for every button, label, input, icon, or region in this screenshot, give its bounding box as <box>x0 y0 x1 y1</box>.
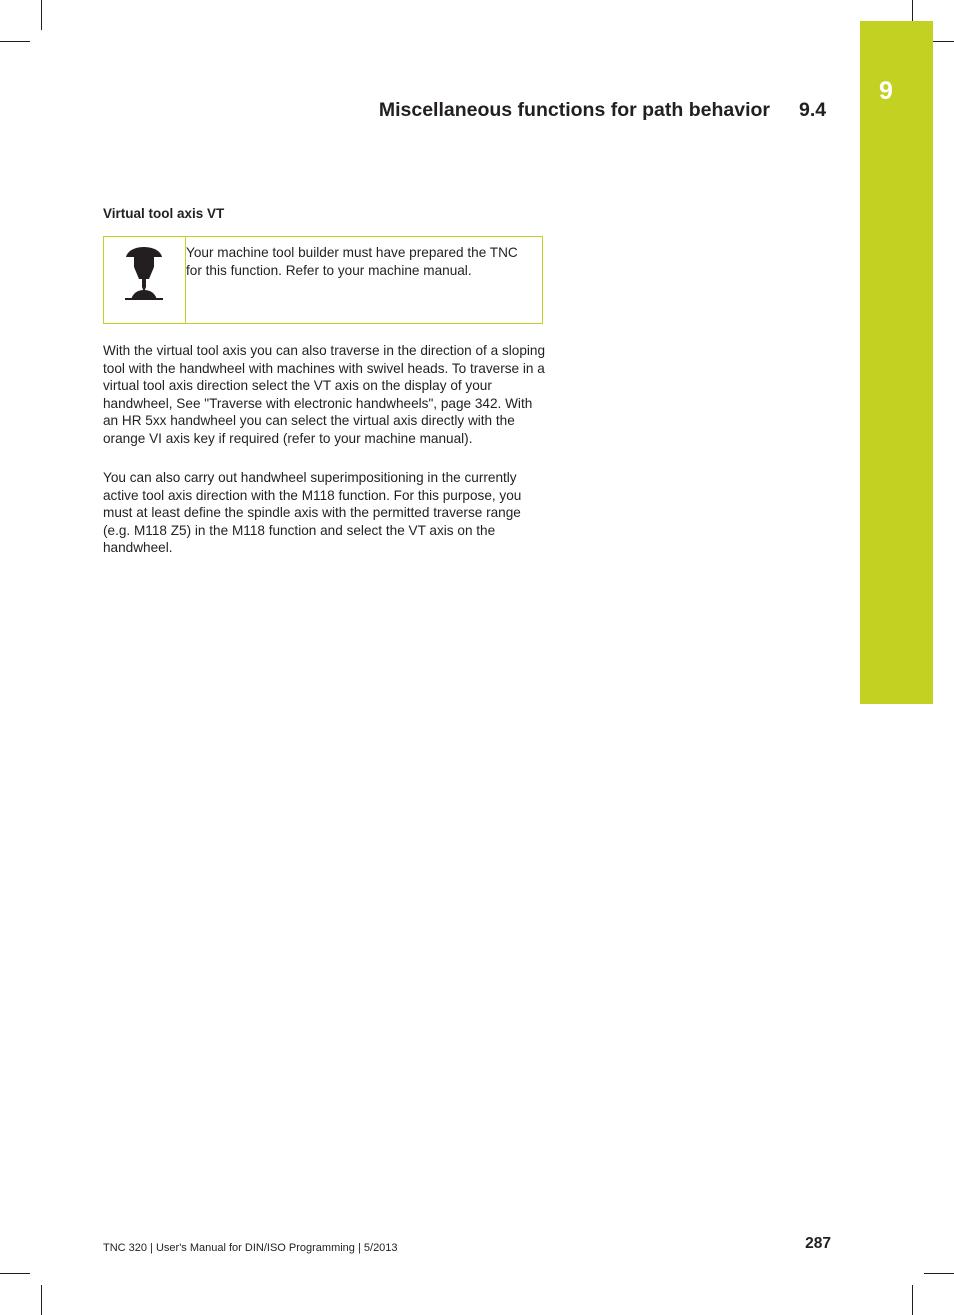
crop-mark <box>41 0 42 30</box>
body-paragraph: With the virtual tool axis you can also traverse in the direction of a sloping tool with the handwheel with machines with swivel heads. To traverse in a virtual tool axis direction select the VT axis on the display of your handwheel, See "Traverse with electronic handwheels", page 342. With an HR 5xx handwheel you can select the virtual axis directly with the orange VI axis key if required (refer to your machine manual). <box>103 343 546 446</box>
machine-note-box <box>103 236 543 324</box>
crop-mark <box>0 1273 30 1274</box>
chapter-tab <box>860 21 933 704</box>
note-text: Your machine tool builder must have prepared the TNC for this function. Refer to your machine manual. <box>186 245 518 278</box>
page-number: 287 <box>805 1235 831 1252</box>
running-header-title: Miscellaneous functions for path behavior <box>378 99 770 121</box>
body-paragraph: You can also carry out handwheel superimpositioning in the currently active tool axis direction with the M118 function. For this purpose, you must at least define the spindle axis with the permitted traverse range (e.g. M118 Z5) in the M118 function and select the VT axis on the handwheel. <box>103 470 522 556</box>
crop-mark <box>0 41 30 42</box>
crop-mark <box>924 1273 954 1274</box>
section-heading: Virtual tool axis VT <box>103 206 225 221</box>
crop-mark <box>912 1285 913 1315</box>
running-header-section: 9.4 <box>799 99 827 121</box>
crop-mark <box>41 1285 42 1315</box>
machine-tool-icon <box>122 245 166 303</box>
footer-text: TNC 320 | User's Manual for DIN/ISO Programming | 5/2013 <box>103 1242 398 1254</box>
chapter-number: 9 <box>879 77 893 105</box>
